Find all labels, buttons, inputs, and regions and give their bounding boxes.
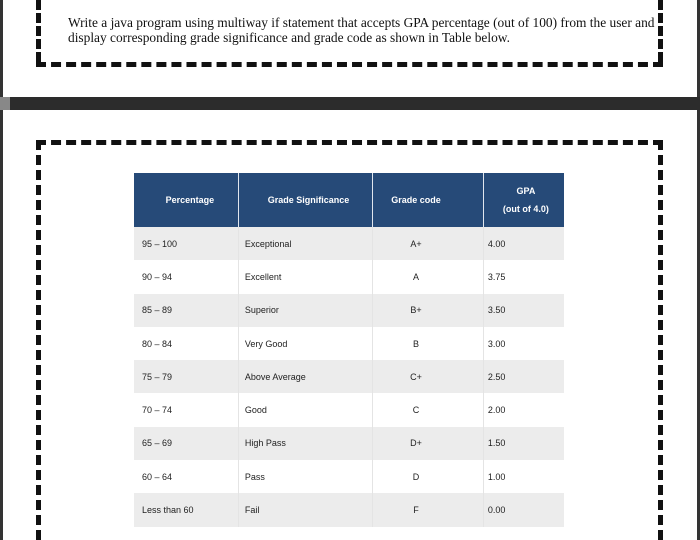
dashed-border-right-lower bbox=[658, 140, 663, 540]
cell-significance: Excellent bbox=[238, 260, 372, 293]
table-row bbox=[134, 493, 564, 526]
cell-percentage: 70 – 74 bbox=[134, 393, 238, 426]
page-divider bbox=[0, 97, 700, 110]
cell-percentage: 80 – 84 bbox=[134, 327, 238, 360]
cell-percentage: 75 – 79 bbox=[134, 360, 238, 393]
question-text: Write a java program using multiway if statement that accepts GPA percentage (out of 100) from the user and display corresponding grade significance and grade code as shown in Table below. bbox=[68, 15, 655, 46]
cell-code: F bbox=[373, 493, 484, 526]
cell-gpa: 1.00 bbox=[483, 460, 564, 493]
cell-percentage: Less than 60 bbox=[134, 493, 238, 526]
dashed-border-top bbox=[36, 140, 663, 145]
header-grade-significance: Grade Significance bbox=[238, 173, 372, 227]
cell-code: B+ bbox=[373, 294, 484, 327]
cell-significance: Superior bbox=[238, 294, 372, 327]
cell-significance: Good bbox=[238, 393, 372, 426]
cell-gpa: 1.50 bbox=[483, 427, 564, 460]
cell-gpa: 3.75 bbox=[483, 260, 564, 293]
cell-significance: High Pass bbox=[238, 427, 372, 460]
header-gpa bbox=[483, 173, 564, 227]
cell-code: D+ bbox=[373, 427, 484, 460]
divider-edge bbox=[0, 97, 10, 110]
header-grade-code: Grade code bbox=[373, 173, 484, 227]
cell-significance: Pass bbox=[238, 460, 372, 493]
cell-percentage: 65 – 69 bbox=[134, 427, 238, 460]
cell-gpa: 4.00 bbox=[483, 227, 564, 260]
cell-code: B bbox=[373, 327, 484, 360]
table-row bbox=[134, 360, 564, 393]
table-row bbox=[134, 460, 564, 493]
table-row bbox=[134, 427, 564, 460]
table-row bbox=[134, 260, 564, 293]
question-panel bbox=[0, 0, 700, 97]
cell-percentage: 85 – 89 bbox=[134, 294, 238, 327]
cell-significance: Exceptional bbox=[238, 227, 372, 260]
cell-code: D bbox=[373, 460, 484, 493]
cell-percentage: 60 – 64 bbox=[134, 460, 238, 493]
table-panel-border-left bbox=[0, 110, 3, 540]
header-gpa-scale: (out of 4.0) bbox=[502, 204, 549, 214]
table-row bbox=[134, 327, 564, 360]
cell-gpa: 3.50 bbox=[483, 294, 564, 327]
header-percentage: Percentage bbox=[134, 173, 238, 227]
panel-border-left bbox=[0, 0, 3, 97]
cell-code: C bbox=[373, 393, 484, 426]
cell-significance: Above Average bbox=[238, 360, 372, 393]
dashed-border-left bbox=[36, 0, 41, 62]
cell-gpa: 2.50 bbox=[483, 360, 564, 393]
cell-gpa: 2.00 bbox=[483, 393, 564, 426]
cell-code: A+ bbox=[373, 227, 484, 260]
table-row bbox=[134, 294, 564, 327]
dashed-border-left-lower bbox=[36, 140, 41, 540]
cell-significance: Fail bbox=[238, 493, 372, 526]
header-gpa-title: GPA bbox=[516, 186, 536, 196]
cell-code: A bbox=[373, 260, 484, 293]
table-row bbox=[134, 393, 564, 426]
grade-table bbox=[134, 173, 564, 527]
table-header-row bbox=[134, 173, 564, 227]
cell-percentage: 95 – 100 bbox=[134, 227, 238, 260]
cell-significance: Very Good bbox=[238, 327, 372, 360]
table-row bbox=[134, 227, 564, 260]
cell-gpa: 0.00 bbox=[483, 493, 564, 526]
dashed-border-bottom bbox=[36, 62, 663, 67]
cell-gpa: 3.00 bbox=[483, 327, 564, 360]
cell-percentage: 90 – 94 bbox=[134, 260, 238, 293]
cell-code: C+ bbox=[373, 360, 484, 393]
